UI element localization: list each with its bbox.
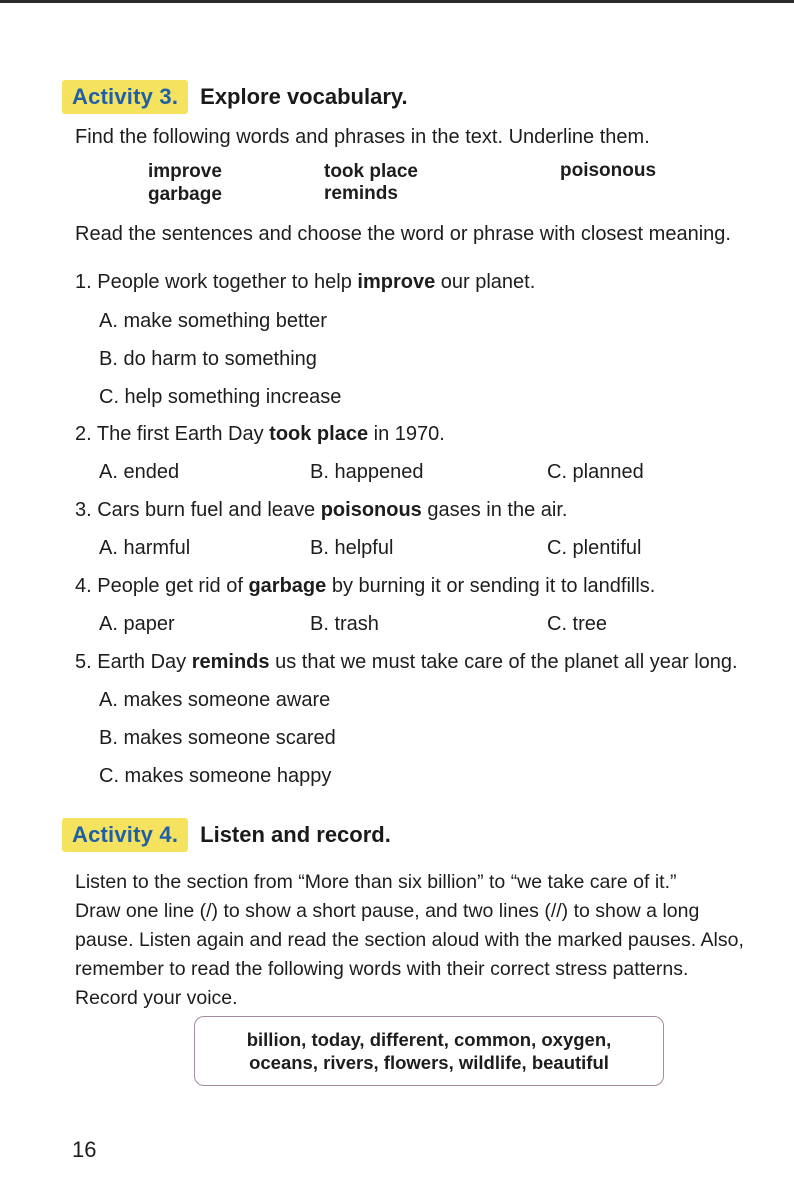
option: A. ended <box>99 461 180 483</box>
option: C. plentiful <box>547 537 642 559</box>
question-text: gases in the air. <box>421 499 568 521</box>
page-number: 16 <box>72 1137 97 1162</box>
option: B. happened <box>310 461 424 483</box>
instruction-line: Record your voice. <box>75 987 238 1009</box>
question-keyword: improve <box>357 271 436 293</box>
option: A. make something better <box>99 310 327 332</box>
instruction-line: pause. Listen again and read the section aloud with the marked pauses. Also, <box>75 929 744 951</box>
instruction-line: remember to read the following words with their correct stress patterns. <box>75 958 689 980</box>
question-keyword: took place <box>269 423 369 445</box>
vocab-word: reminds <box>324 183 398 204</box>
question-text: 5. Earth Day <box>75 651 192 673</box>
option: C. help something increase <box>99 386 342 408</box>
stress-words-line: oceans, rivers, flowers, wildlife, beautiful <box>249 1052 609 1073</box>
option: A. makes someone aware <box>99 689 331 711</box>
vocab-word: garbage <box>148 184 222 205</box>
vocab-word: took place <box>324 161 418 182</box>
option: C. planned <box>547 461 644 483</box>
activity-4-instructions <box>75 868 775 1013</box>
question-2 <box>75 423 445 446</box>
option: C. makes someone happy <box>99 765 332 787</box>
option: B. helpful <box>310 537 394 559</box>
question-keyword: reminds <box>191 651 270 673</box>
question-4 <box>75 575 655 598</box>
question-text: 2. The first Earth Day <box>75 423 270 445</box>
activity-3-title: Explore vocabulary. <box>200 84 408 109</box>
stress-words-line: billion, today, different, common, oxygen, <box>246 1029 612 1050</box>
stress-words-box <box>194 1016 664 1086</box>
question-text: 1. People work together to help <box>75 271 358 293</box>
option: B. do harm to something <box>99 348 317 370</box>
option: B. trash <box>310 613 379 635</box>
question-text: our planet. <box>435 271 536 293</box>
vocab-word: poisonous <box>560 160 657 181</box>
question-text: us that we must take care of the planet all year long. <box>269 651 738 673</box>
question-3 <box>75 499 567 522</box>
activity-4-tag: Activity 4. <box>62 818 188 852</box>
option: A. harmful <box>99 537 191 559</box>
question-keyword: garbage <box>248 575 327 597</box>
option: A. paper <box>99 613 175 635</box>
question-keyword: poisonous <box>320 499 422 521</box>
option: C. tree <box>547 613 608 635</box>
question-1 <box>75 271 535 294</box>
activity-3-header <box>62 80 408 114</box>
question-text: by burning it or sending it to landfills. <box>326 575 656 597</box>
activity-4-title: Listen and record. <box>200 822 391 847</box>
activity-4-header <box>62 818 391 852</box>
instruction-line: Draw one line (/) to show a short pause, and two lines (//) to show a long <box>75 900 700 922</box>
question-text: 4. People get rid of <box>75 575 249 597</box>
option: B. makes someone scared <box>99 727 336 749</box>
question-5 <box>75 651 738 674</box>
question-text: in 1970. <box>368 423 445 445</box>
activity-3-instruction-2: Read the sentences and choose the word or phrase with closest meaning. <box>75 223 731 245</box>
instruction-line: Listen to the section from “More than six billion” to “we take care of it.” <box>75 871 677 893</box>
vocab-word: improve <box>148 161 222 182</box>
activity-3-tag: Activity 3. <box>62 80 188 114</box>
question-text: 3. Cars burn fuel and leave <box>75 499 321 521</box>
activity-3-instruction-1: Find the following words and phrases in the text. Underline them. <box>75 126 650 148</box>
